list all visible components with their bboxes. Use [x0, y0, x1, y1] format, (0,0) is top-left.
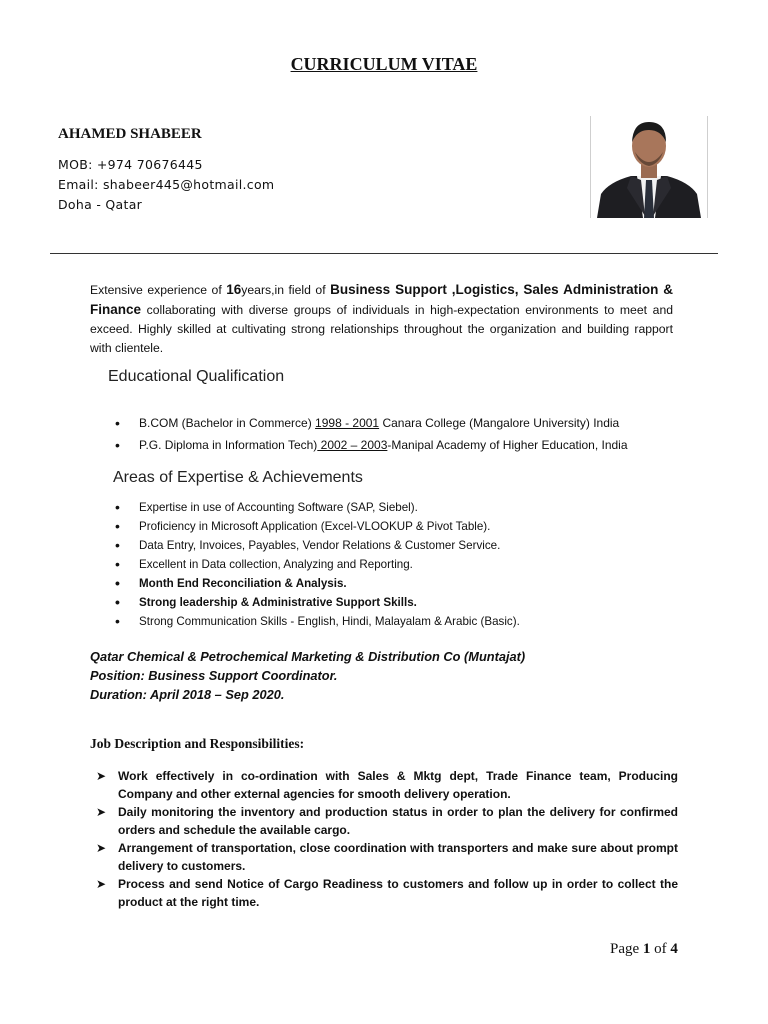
arrowhead-icon: ➤ [96, 841, 107, 855]
responsibility-text: Work effectively in co-ordination with Sales & Mktg dept, Trade Finance team, Producing Company and other external agencies for smooth delivery operation. [118, 769, 678, 801]
summary-text-2: years,in field of [241, 283, 331, 297]
company-name: Qatar Chemical & Petrochemical Marketing & Distribution Co (Muntajat) [90, 649, 526, 664]
degree: P.G. Diploma in Information Tech) [139, 438, 318, 452]
page-number [610, 941, 678, 958]
page-total: 4 [670, 941, 678, 957]
list-item: • Expertise in use of Accounting Software (SAP, Siebel). [115, 499, 715, 518]
job-block [90, 647, 525, 704]
responsibility-text: Arrangement of transportation, close coordination with transporters and make sure about prompt delivery to customers. [118, 841, 678, 873]
header-divider [50, 253, 718, 254]
of-label: of [650, 941, 671, 957]
summary-text-3: collaborating with diverse groups of individuals in high-expectation environments to meet and exceed. Highly skilled at cultivating strong relationships throughout the organization and building rapport with clientele. [90, 303, 673, 355]
responsibilities-list [96, 767, 678, 911]
professional-summary [90, 280, 673, 358]
list-item: • Strong Communication Skills - English, Hindi, Malayalam & Arabic (Basic). [115, 613, 715, 632]
list-item: • Excellent in Data collection, Analyzing and Reporting. [115, 556, 715, 575]
page-label: Page [610, 941, 643, 957]
location: Doha - Qatar [58, 197, 143, 212]
summary-years: 16 [226, 282, 242, 297]
responsibility-text: Process and send Notice of Cargo Readiness to customers and follow up in order to collect the product at the right time. [118, 877, 678, 909]
degree: B.COM (Bachelor in Commerce) [139, 416, 316, 430]
arrowhead-icon: ➤ [96, 769, 107, 783]
mobile-number: MOB: +974 70676445 [58, 157, 203, 172]
page-current: 1 [642, 941, 651, 957]
candidate-name: AHAMED SHABEER [58, 126, 202, 142]
arrowhead-icon: ➤ [96, 805, 107, 819]
list-item: • Month End Reconciliation & Analysis. [115, 575, 715, 594]
list-item: • Data Entry, Invoices, Payables, Vendor Relations & Customer Service. [115, 537, 715, 556]
degree-years: 1998 - 2001 [315, 416, 380, 430]
education-list [115, 414, 715, 458]
document-title: CURRICULUM VITAE [290, 54, 478, 74]
institution: Canara College (Mangalore University) India [379, 416, 620, 430]
profile-photo [590, 116, 708, 218]
summary-text-1: Extensive experience of [90, 283, 227, 297]
arrowhead-icon: ➤ [96, 877, 107, 891]
list-item [115, 436, 715, 458]
list-item [96, 767, 678, 803]
education-heading: Educational Qualification [108, 368, 285, 385]
responsibility-text: Daily monitoring the inventory and production status in order to plan the delivery for confirmed orders and schedule the available cargo. [118, 805, 678, 837]
job-position: Position: Business Support Coordinator. [90, 668, 338, 683]
list-item: • Proficiency in Microsoft Application (Excel-VLOOKUP & Pivot Table). [115, 518, 715, 537]
expertise-list [115, 499, 715, 632]
list-item: • Strong leadership & Administrative Support Skills. [115, 594, 715, 613]
summary-fields: Business Support ,Logistics, Sales Administration & Finance [90, 282, 673, 317]
list-item [96, 803, 678, 839]
institution: -Manipal Academy of Higher Education, India [387, 438, 628, 452]
job-description-heading: Job Description and Responsibilities: [90, 736, 305, 751]
list-item [96, 875, 678, 911]
degree-years: 2002 – 2003 [317, 438, 388, 452]
job-duration: Duration: April 2018 – Sep 2020. [90, 687, 285, 702]
list-item [115, 414, 715, 436]
list-item [96, 839, 678, 875]
email-address: Email: shabeer445@hotmail.com [58, 177, 275, 192]
expertise-heading: Areas of Expertise & Achievements [113, 469, 363, 486]
